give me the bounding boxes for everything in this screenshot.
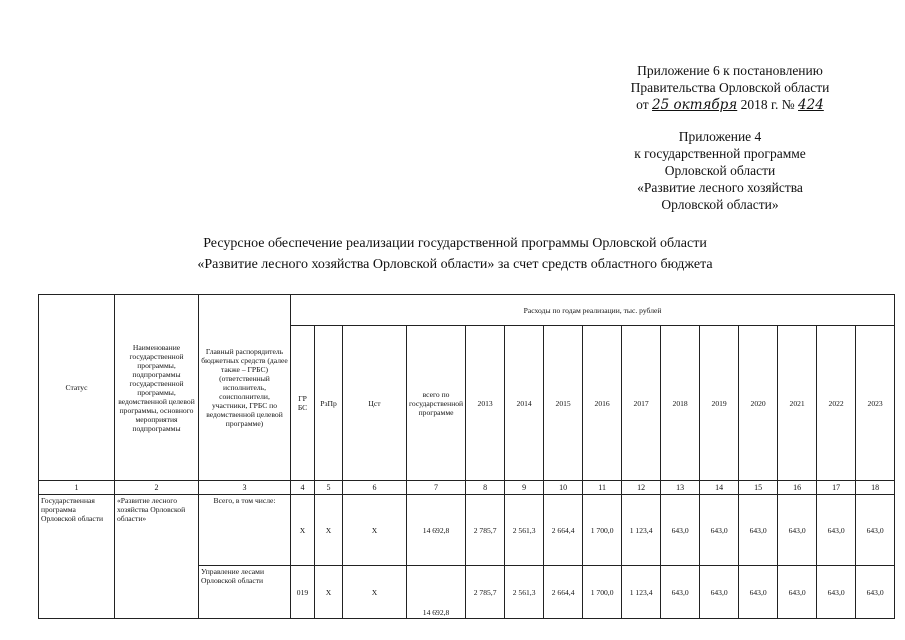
header-total: всего по государственной программе (407, 326, 466, 481)
row-grbs: Всего, в том числе: (199, 495, 291, 566)
row-value: 1 700,0 (583, 566, 622, 619)
column-number: 3 (199, 481, 291, 495)
handwritten-number: 424 (798, 97, 824, 113)
row-name: «Развитие лесного хозяйства Орловской области» (115, 495, 199, 619)
header-year: 2021 (778, 326, 817, 481)
row-grbs-code: Х (291, 495, 315, 566)
row-value: 643,0 (817, 495, 856, 566)
appendix-line-4: «Развитие лесного хозяйства (637, 180, 803, 195)
header-line-2: Правительства Орловской области (630, 80, 830, 95)
row-value: 643,0 (856, 566, 895, 619)
header-date-line (610, 96, 850, 114)
document-title (150, 233, 760, 275)
column-number: 17 (817, 481, 856, 495)
column-number: 15 (739, 481, 778, 495)
header-year: 2023 (856, 326, 895, 481)
header-year: 2022 (817, 326, 856, 481)
row-value: 2 785,7 (466, 566, 505, 619)
header-year: 2018 (661, 326, 700, 481)
row-status: Государственная программа Орловской области (39, 495, 115, 619)
approval-header (610, 62, 850, 114)
row-value: 2 561,3 (505, 566, 544, 619)
row-value: 2 664,4 (544, 566, 583, 619)
row-rzpr: Х (315, 566, 343, 619)
row-value: 643,0 (661, 495, 700, 566)
header-grbs-code: ГР БС (291, 326, 315, 481)
row-cst: Х (343, 566, 407, 619)
row-value: 643,0 (856, 495, 895, 566)
row-grbs: Управление лесами Орловской области (199, 566, 291, 619)
handwritten-date: 25 октября (652, 97, 738, 113)
column-number: 16 (778, 481, 817, 495)
header-cst: Цст (343, 326, 407, 481)
row-cst: Х (343, 495, 407, 566)
column-number: 9 (505, 481, 544, 495)
row-value: 643,0 (739, 495, 778, 566)
column-number: 12 (622, 481, 661, 495)
column-number: 14 (700, 481, 739, 495)
row-total: 14 692,8 (407, 495, 466, 566)
row-total: 14 692,8 (407, 566, 466, 619)
row-value: 643,0 (700, 566, 739, 619)
column-number: 1 (39, 481, 115, 495)
row-value: 643,0 (817, 566, 856, 619)
date-year: 2018 г. № (740, 97, 795, 112)
column-number: 10 (544, 481, 583, 495)
row-value: 2 561,3 (505, 495, 544, 566)
appendix-line-3: Орловской области (664, 163, 776, 178)
row-grbs-code: 019 (291, 566, 315, 619)
table-row (39, 495, 895, 566)
header-year: 2013 (466, 326, 505, 481)
header-expenses: Расходы по годам реализации, тыс. рублей (291, 295, 895, 326)
appendix-line-1: Приложение 4 (678, 129, 762, 144)
appendix-header (600, 128, 840, 213)
resource-table (38, 294, 895, 619)
row-value: 1 123,4 (622, 566, 661, 619)
header-year: 2017 (622, 326, 661, 481)
header-name: Наименование государственной программы, подпрограммы государственной программы, ведомственной целевой программы, основного мероприятия подпрограммы (115, 295, 199, 481)
header-grbs: Главный распорядитель бюджетных средств (далее также – ГРБС) (ответственный исполнитель, соисполнители, участники, ГРБС по ведомственной целевой программе) (199, 295, 291, 481)
row-value: 643,0 (700, 495, 739, 566)
title-line-1: Ресурсное обеспечение реализации государственной программы Орловской области (203, 236, 707, 251)
column-number: 2 (115, 481, 199, 495)
row-value: 1 123,4 (622, 495, 661, 566)
column-number: 8 (466, 481, 505, 495)
column-number: 7 (407, 481, 466, 495)
appendix-line-5: Орловской области» (661, 197, 779, 212)
appendix-line-2: к государственной программе (634, 146, 806, 161)
header-year: 2019 (700, 326, 739, 481)
row-value: 2 785,7 (466, 495, 505, 566)
row-value: 643,0 (778, 566, 817, 619)
header-year: 2015 (544, 326, 583, 481)
column-number: 4 (291, 481, 315, 495)
column-number: 11 (583, 481, 622, 495)
row-value: 643,0 (661, 566, 700, 619)
column-number: 5 (315, 481, 343, 495)
title-line-2: «Развитие лесного хозяйства Орловской области» за счет средств областного бюджета (197, 257, 713, 272)
column-number: 6 (343, 481, 407, 495)
row-value: 1 700,0 (583, 495, 622, 566)
header-year: 2016 (583, 326, 622, 481)
column-number: 13 (661, 481, 700, 495)
header-status: Статус (39, 295, 115, 481)
row-value: 643,0 (739, 566, 778, 619)
header-rzpr: РзПр (315, 326, 343, 481)
column-number: 18 (856, 481, 895, 495)
header-year: 2020 (739, 326, 778, 481)
header-line-1: Приложение 6 к постановлению (637, 63, 823, 78)
header-year: 2014 (505, 326, 544, 481)
row-value: 2 664,4 (544, 495, 583, 566)
date-prefix: от (636, 97, 649, 112)
row-rzpr: Х (315, 495, 343, 566)
row-value: 643,0 (778, 495, 817, 566)
